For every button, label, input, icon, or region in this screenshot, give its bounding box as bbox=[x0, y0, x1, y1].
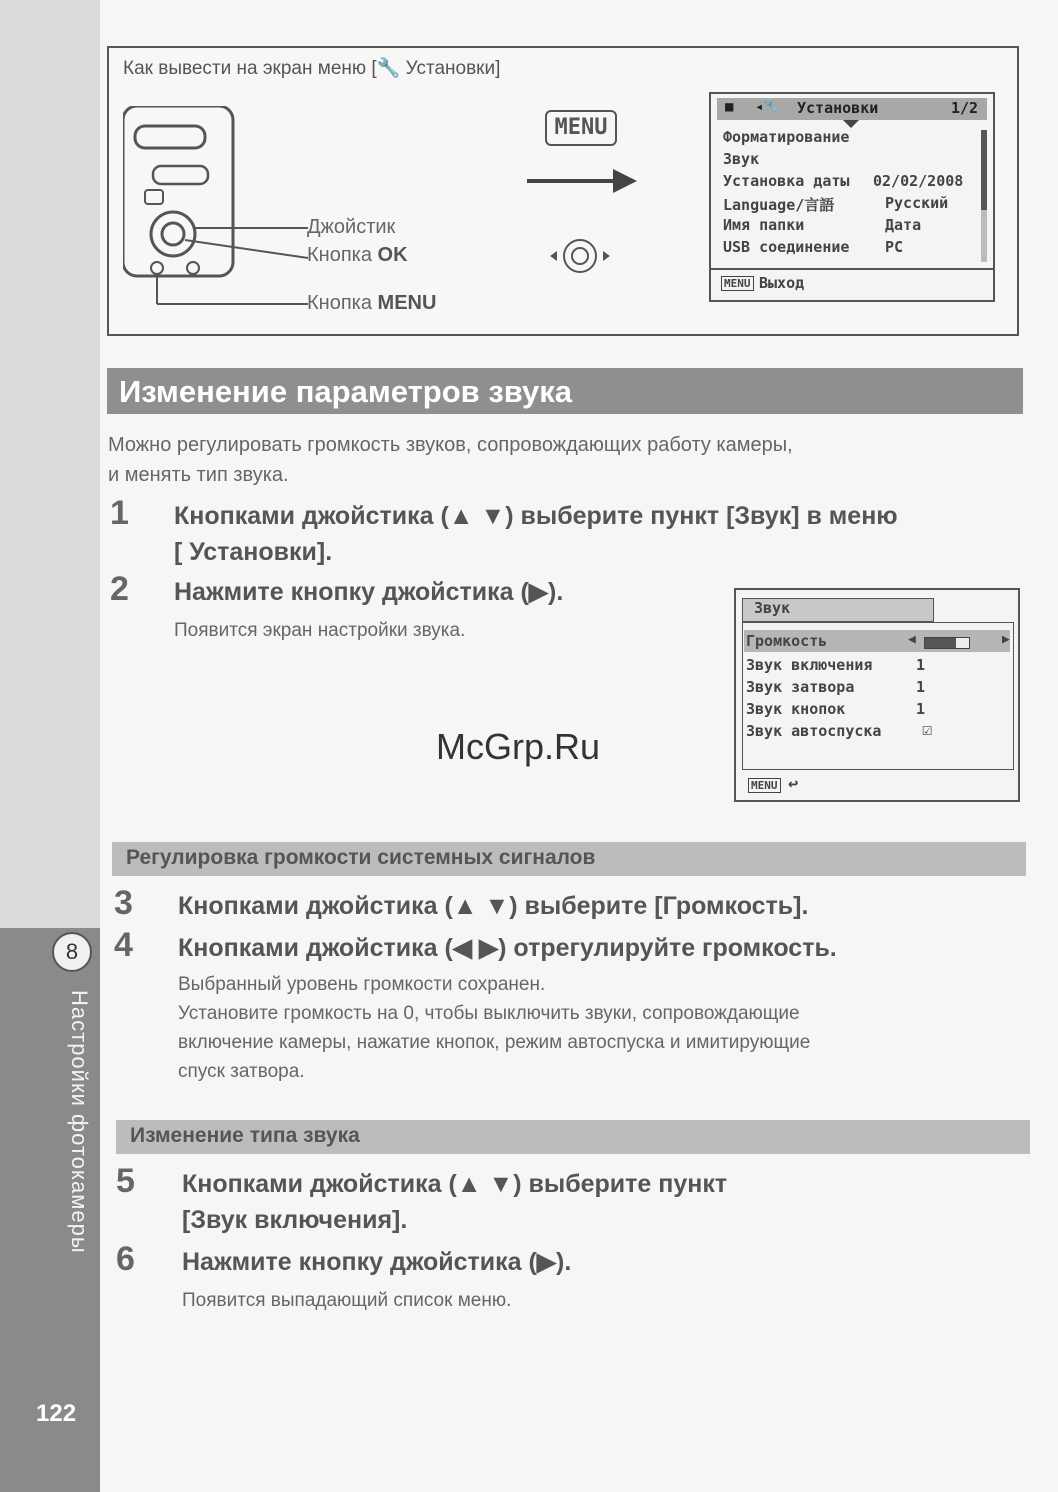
step-number: 3 bbox=[114, 884, 133, 922]
step-text: Кнопками джойстика (▲ ▼) выберите [Громкость]. bbox=[178, 892, 809, 920]
menu-item: Форматирование bbox=[723, 128, 850, 146]
step-number: 4 bbox=[114, 926, 133, 964]
subsection-header bbox=[116, 1120, 1030, 1154]
volume-right-arrow-icon: ▶ bbox=[1002, 632, 1010, 647]
sound-item: Звук кнопок bbox=[746, 700, 846, 718]
sound-item: Звук включения bbox=[746, 656, 873, 674]
sound-item: Звук автоспуска bbox=[746, 722, 882, 740]
scrollbar bbox=[981, 130, 987, 262]
watermark: McGrp.Ru bbox=[436, 726, 601, 767]
step-text: [Звук включения]. bbox=[182, 1206, 408, 1234]
section-title: Изменение параметров звука bbox=[119, 374, 573, 409]
menu-key-icon: MENU bbox=[545, 110, 617, 146]
menu-button-label: Кнопка MENU bbox=[307, 292, 437, 314]
step-note: Появится экран настройки звука. bbox=[174, 620, 466, 641]
sound-item: Громкость bbox=[746, 632, 828, 650]
divider bbox=[711, 268, 993, 270]
step-note: Появится выпадающий список меню. bbox=[182, 1290, 512, 1311]
menu-item: Звук bbox=[723, 150, 760, 168]
section-header bbox=[107, 368, 1023, 414]
menu-item: Language/言語 bbox=[723, 196, 835, 214]
sound-item-value: 1 bbox=[916, 656, 926, 674]
step-text: [ Установки]. bbox=[174, 538, 333, 566]
step-note: Установите громкость на 0, чтобы выключить звуки, сопровождающие bbox=[178, 1003, 800, 1024]
howto-title-text: Как вывести на экран меню [ bbox=[123, 58, 377, 79]
howto-title bbox=[123, 56, 500, 80]
ok-button-label: Кнопка OK bbox=[307, 244, 408, 266]
camera-icon: ■ bbox=[725, 99, 734, 115]
step-number: 2 bbox=[110, 570, 129, 608]
menu-item: USB соединение bbox=[723, 238, 850, 256]
volume-level bbox=[925, 638, 956, 648]
checkbox-icon: ☑ bbox=[922, 720, 933, 740]
menu-item: Имя папки bbox=[723, 216, 805, 234]
subsection-title: Изменение типа звука bbox=[130, 1124, 360, 1147]
setup-menu-screen bbox=[709, 92, 995, 302]
setup-menu-title: Установки bbox=[797, 99, 879, 117]
wrench-icon: ◂🔧 bbox=[755, 99, 781, 115]
subsection-title: Регулировка громкости системных сигналов bbox=[126, 846, 596, 869]
menu-item-value: 02/02/2008 bbox=[873, 172, 964, 190]
joystick-label: Джойстик bbox=[307, 216, 396, 238]
sound-item: Звук затвора bbox=[746, 678, 855, 696]
step-note: включение камеры, нажатие кнопок, режим автоспуска и имитирующие bbox=[178, 1032, 811, 1053]
step-text: Нажмите кнопку джойстика (▶). bbox=[182, 1248, 572, 1276]
sound-menu-title: Звук bbox=[754, 599, 791, 617]
step-text: Кнопками джойстика (◀ ▶) отрегулируйте громкость. bbox=[178, 934, 837, 962]
wrench-icon: 🔧 bbox=[376, 58, 401, 79]
step-text: Нажмите кнопку джойстика (▶). bbox=[174, 578, 564, 606]
exit-label: Выход bbox=[759, 274, 805, 292]
step-note: Выбранный уровень громкости сохранен. bbox=[178, 974, 546, 995]
menu-key-icon: MENU bbox=[721, 276, 754, 291]
sound-menu-screen bbox=[734, 588, 1020, 802]
volume-bar bbox=[924, 637, 970, 649]
camera-illustration bbox=[123, 106, 323, 306]
step-number: 6 bbox=[116, 1240, 135, 1278]
setup-menu-page: 1/2 bbox=[951, 99, 979, 117]
menu-item-value: Дата bbox=[885, 216, 922, 234]
step-text: Кнопками джойстика (▲ ▼) выберите пункт bbox=[182, 1170, 728, 1198]
howto-box bbox=[107, 46, 1019, 336]
menu-item-value: PC bbox=[885, 238, 904, 256]
menu-item: Установка даты bbox=[723, 172, 850, 190]
chapter-title: Настройки фотокамеры bbox=[67, 990, 92, 1254]
intro-line: Можно регулировать громкость звуков, сопровождающих работу камеры, bbox=[108, 434, 793, 456]
sound-item-value: 1 bbox=[916, 678, 926, 696]
scroll-down-icon bbox=[843, 120, 859, 128]
intro-line: и менять тип звука. bbox=[108, 464, 289, 486]
back-arrow-icon: ↩ bbox=[788, 774, 799, 794]
subsection-header bbox=[112, 842, 1026, 876]
intro-text bbox=[108, 430, 1028, 490]
chapter-number: 8 bbox=[52, 932, 92, 972]
setup-menu-list bbox=[717, 128, 985, 266]
step-note: спуск затвора. bbox=[178, 1061, 305, 1082]
joystick-icon bbox=[547, 234, 613, 278]
menu-key-icon: MENU bbox=[748, 778, 781, 793]
scrollbar-thumb bbox=[981, 130, 987, 210]
step-number: 5 bbox=[116, 1162, 135, 1200]
howto-title-end: Установки] bbox=[400, 58, 501, 79]
sound-item-value: 1 bbox=[916, 700, 926, 718]
arrow-right-icon bbox=[525, 166, 641, 196]
menu-item-value: Русский bbox=[885, 194, 949, 212]
volume-left-arrow-icon: ◀ bbox=[908, 632, 916, 647]
step-text: Кнопками джойстика (▲ ▼) выберите пункт [Звук] в меню bbox=[174, 502, 898, 530]
page-number: 122 bbox=[36, 1400, 77, 1427]
step-number: 1 bbox=[110, 494, 129, 532]
